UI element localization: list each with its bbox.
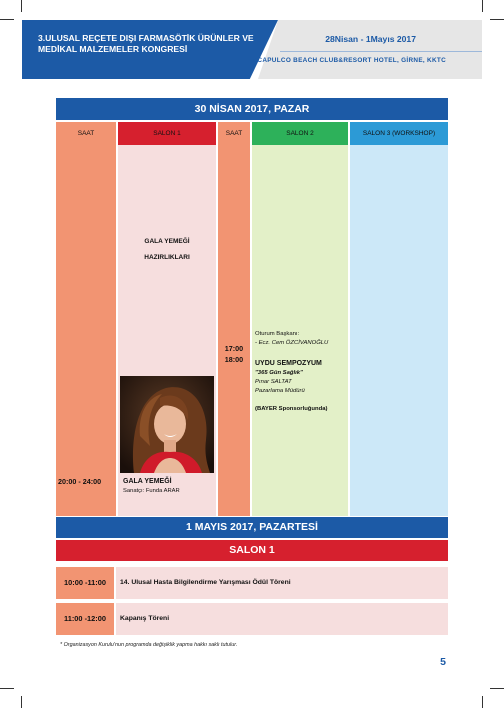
crop-mark [490,688,504,689]
row-time: 11:00 -12:00 [56,603,114,635]
crop-mark [21,696,22,708]
crop-mark [490,19,504,20]
crop-mark [21,0,22,12]
schedule-row [56,603,448,635]
sponsor-note: (BAYER Sponsorluğunda) [255,406,328,412]
gala-time: 20:00 - 24:00 [58,477,102,486]
day1-title: 30 NİSAN 2017, PAZAR [56,98,448,120]
artist-photo [120,376,214,473]
column-header-salon1: SALON 1 [118,122,216,145]
column-header-saat: SAAT [56,122,116,145]
schedule-row [56,567,448,599]
header-info-panel [258,20,482,79]
speaker-role: Pazarlama Müdürü [255,388,305,394]
day2-title: 1 MAYIS 2017, PAZARTESİ [56,517,448,538]
speaker-name: Pınar SALTAT [255,379,292,385]
saat-column [218,145,250,516]
session-chair-name: - Ecz. Cem ÖZCİVANOĞLU [255,340,329,346]
column-header-salon2: SALON 2 [252,122,348,145]
saat-column [56,145,116,516]
column-header-salon3: SALON 3 (WORKSHOP) [350,122,448,145]
row-time: 10:00 -11:00 [56,567,114,599]
row-title: 14. Ulusal Hasta Bilgilendirme Yarışması Ödül Töreni [116,567,448,599]
column-header-saat: SAAT [218,122,250,145]
session-chair-label: Oturum Başkanı: [255,331,300,337]
day2-salon: SALON 1 [56,540,448,561]
session-time: 17:00 18:00 [224,344,244,364]
gala-artist: Sanatçı: Funda ARAR [123,488,180,494]
congress-title: 3.ULUSAL REÇETE DIŞI FARMASÖTİK ÜRÜNLER VE MEDİKAL MALZEMELER KONGRESİ [38,33,254,54]
congress-dates: 28Nisan - 1Mayıs 2017 [325,34,416,44]
gala-preparation: GALA YEMEĞİ HAZIRLIKLARI [144,238,190,261]
talk-title: "365 Gün Sağlık" [255,370,303,376]
crop-mark [482,696,483,708]
congress-venue: ACAPULCO BEACH CLUB&RESORT HOTEL, GİRNE, KKTC [252,57,446,64]
crop-mark [0,19,14,20]
page-number: 5 [440,656,446,668]
salon3-column [350,145,448,516]
header-divider [280,51,482,52]
row-title: Kapanış Töreni [116,603,448,635]
footnote: * Organizasyon Kurulu'nun programda değişiklik yapma hakkı saklı tutulur. [60,642,238,648]
symposium-title: UYDU SEMPOZYUM [255,360,322,367]
crop-mark [0,688,14,689]
crop-mark [482,0,483,12]
gala-title: GALA YEMEĞİ [123,478,172,485]
